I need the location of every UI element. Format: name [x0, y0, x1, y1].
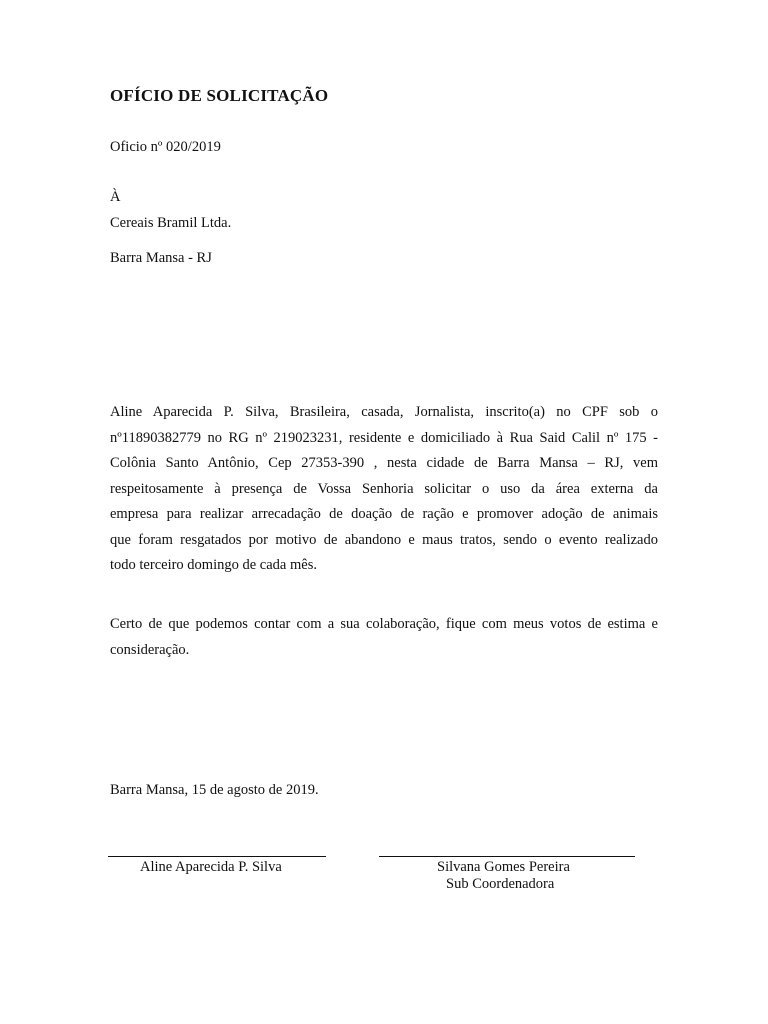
document-reference: Oficio nº 020/2019	[110, 139, 221, 155]
signature-line-1	[108, 856, 326, 857]
recipient-city: Barra Mansa - RJ	[110, 250, 212, 266]
body-line: Aline Aparecida P. Silva, Brasileira, casada, Jornalista, inscrito(a) no CPF sob o	[110, 404, 658, 420]
recipient-salutation: À	[110, 189, 121, 205]
signature-line-2	[379, 856, 635, 857]
recipient-name: Cereais Bramil Ltda.	[110, 215, 232, 231]
body-line: respeitosamente à presença de Vossa Senhoria solicitar o uso da área externa da	[110, 480, 658, 497]
date-line: Barra Mansa, 15 de agosto de 2019.	[110, 782, 319, 798]
signature-name-1: Aline Aparecida P. Silva	[140, 859, 282, 875]
body-paragraph-2	[110, 612, 658, 663]
document-title: OFÍCIO DE SOLICITAÇÃO	[110, 86, 329, 105]
body-line: todo terceiro domingo de cada mês.	[110, 557, 317, 573]
body-paragraph-1	[110, 400, 658, 579]
body-line: Certo de que podemos contar com a sua colaboração, fique com meus votos de estima e	[110, 616, 658, 632]
signature-role-2: Sub Coordenadora	[446, 876, 555, 892]
body-line: que foram resgatados por motivo de abandono e maus tratos, sendo o evento realizado	[110, 531, 658, 548]
body-line: consideração.	[110, 641, 190, 658]
signature-name-2: Silvana Gomes Pereira	[437, 859, 570, 875]
body-line: nº11890382779 no RG nº 219023231, residente e domiciliado à Rua Said Calil nº 175 -	[110, 429, 658, 446]
body-line: empresa para realizar arrecadação de doação de ração e promover adoção de animais	[110, 506, 658, 522]
body-line: Colônia Santo Antônio, Cep 27353-390 , nesta cidade de Barra Mansa – RJ, vem	[110, 455, 658, 471]
